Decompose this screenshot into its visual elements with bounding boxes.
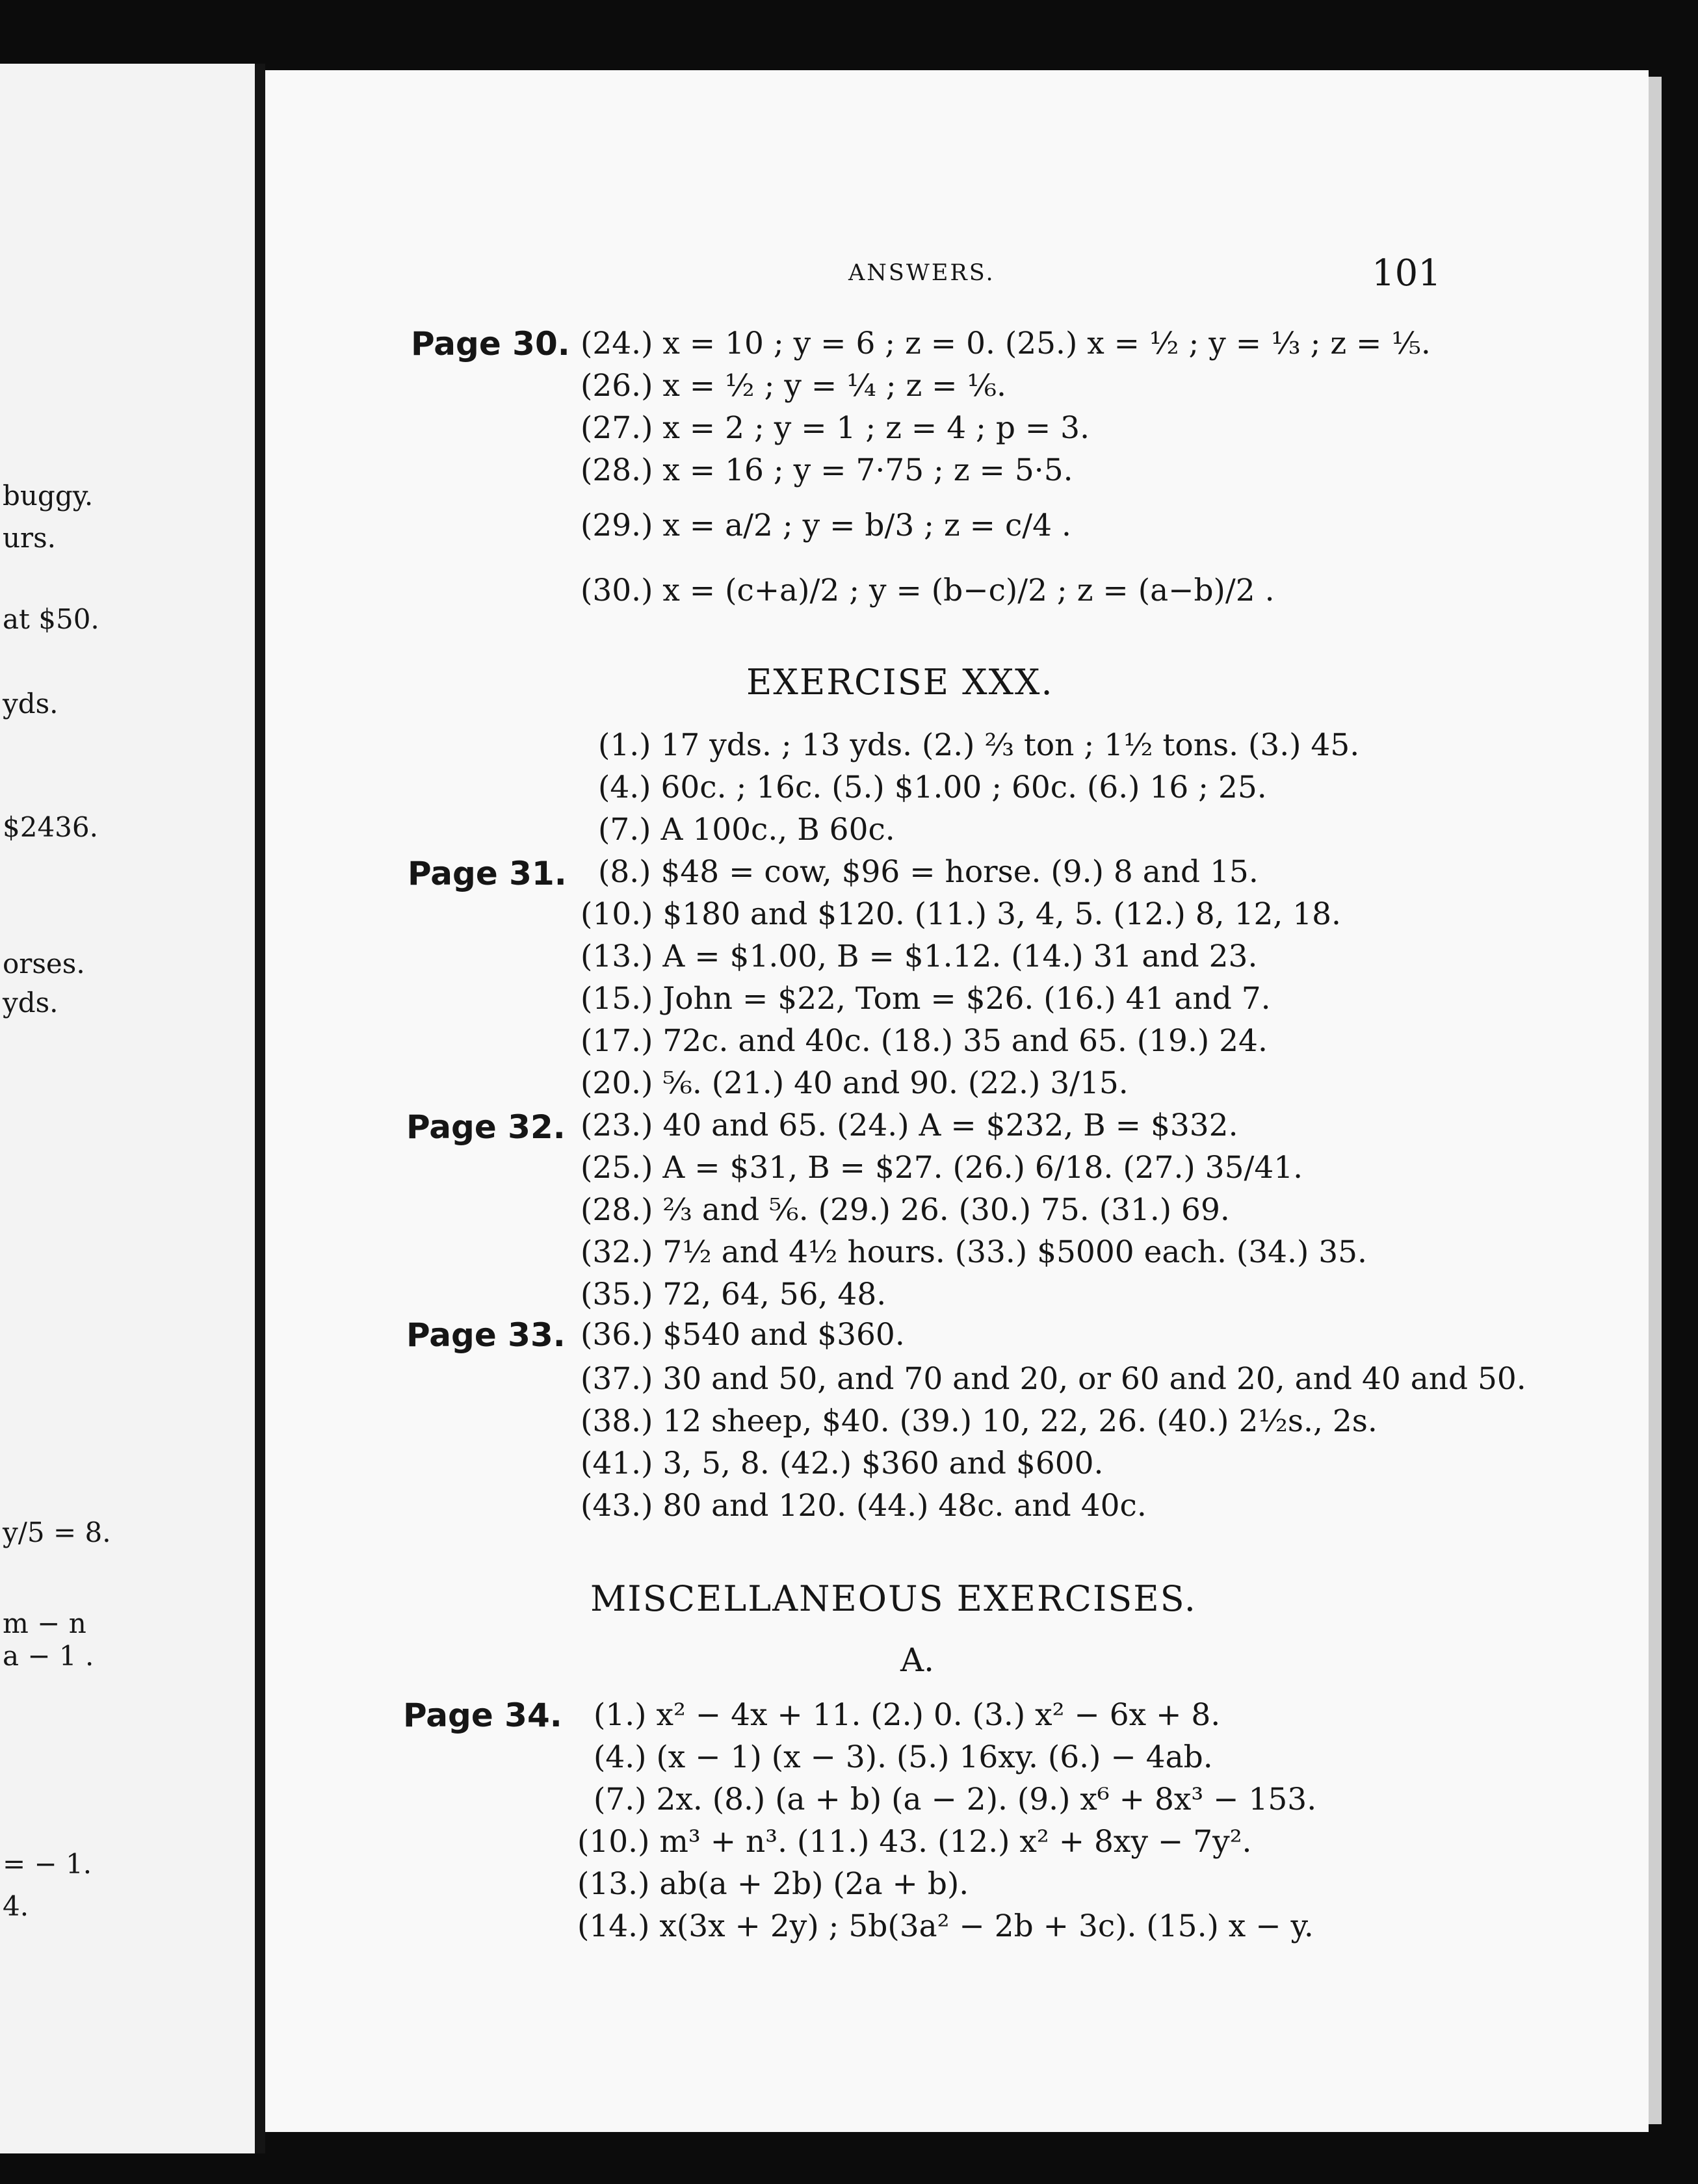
left-fragment: m − n bbox=[3, 1607, 86, 1639]
left-fragment: yds. bbox=[3, 987, 59, 1019]
running-header: ANSWERS. bbox=[848, 260, 995, 286]
exercise-xxx-title: EXERCISE XXX. bbox=[746, 662, 1054, 703]
miscellaneous-title: MISCELLANEOUS EXERCISES. bbox=[590, 1578, 1197, 1619]
answer-line: (13.) A = $1.00, B = $1.12. (14.) 31 and 23. bbox=[581, 939, 1258, 974]
answer-line: (37.) 30 and 50, and 70 and 20, or 60 and 20, and 40 and 50. bbox=[581, 1361, 1526, 1397]
answer-line: (32.) 7½ and 4½ hours. (33.) $5000 each. (34.) 35. bbox=[581, 1234, 1367, 1270]
page-34-label: Page 34. bbox=[403, 1696, 562, 1734]
answer-line: (41.) 3, 5, 8. (42.) $360 and $600. bbox=[581, 1446, 1104, 1481]
answer-line: (23.) 40 and 65. (24.) A = $232, B = $332. bbox=[581, 1108, 1238, 1143]
answer-line: (38.) 12 sheep, $40. (39.) 10, 22, 26. (40.) 2½s., 2s. bbox=[581, 1403, 1378, 1439]
left-fragment: 4. bbox=[3, 1890, 29, 1922]
answer-line: (28.) ⅔ and ⅚. (29.) 26. (30.) 75. (31.) 69. bbox=[581, 1192, 1230, 1228]
answer-line: (28.) x = 16 ; y = 7·75 ; z = 5·5. bbox=[581, 452, 1073, 488]
answer-line: (27.) x = 2 ; y = 1 ; z = 4 ; p = 3. bbox=[581, 410, 1090, 446]
answer-line: (10.) m³ + n³. (11.) 43. (12.) x² + 8xy − 7y². bbox=[577, 1824, 1252, 1860]
left-page-edge bbox=[0, 64, 255, 2153]
answer-line: (4.) 60c. ; 16c. (5.) $1.00 ; 60c. (6.) 16 ; 25. bbox=[598, 770, 1267, 805]
answer-line: (14.) x(3x + 2y) ; 5b(3a² − 2b + 3c). (15.) x − y. bbox=[577, 1908, 1314, 1944]
left-fragment: at $50. bbox=[3, 603, 99, 635]
page-30-label: Page 30. bbox=[411, 325, 570, 363]
answer-line: (1.) x² − 4x + 11. (2.) 0. (3.) x² − 6x + 8. bbox=[594, 1697, 1221, 1733]
answer-line: (24.) x = 10 ; y = 6 ; z = 0. (25.) x = ½ ; y = ⅓ ; z = ⅕. bbox=[581, 326, 1431, 361]
left-fragment: buggy. bbox=[3, 480, 94, 512]
answer-line: (7.) 2x. (8.) (a + b) (a − 2). (9.) x⁶ + 8x³ − 153. bbox=[594, 1782, 1317, 1817]
page-33-label: Page 33. bbox=[406, 1316, 566, 1354]
left-fragment: y/5 = 8. bbox=[3, 1516, 111, 1548]
page-number: 101 bbox=[1372, 252, 1441, 294]
answer-line: (26.) x = ½ ; y = ¼ ; z = ⅙. bbox=[581, 368, 1006, 404]
answer-line: (17.) 72c. and 40c. (18.) 35 and 65. (19.) 24. bbox=[581, 1023, 1268, 1059]
left-fragment: a − 1 . bbox=[3, 1640, 94, 1672]
answer-line: (20.) ⅚. (21.) 40 and 90. (22.) 3/15. bbox=[581, 1065, 1129, 1101]
page-31-label: Page 31. bbox=[408, 855, 567, 892]
left-fragment: yds. bbox=[3, 688, 59, 720]
answer-line: (4.) (x − 1) (x − 3). (5.) 16xy. (6.) − 4ab. bbox=[594, 1739, 1213, 1775]
page-edge bbox=[1649, 77, 1662, 2124]
answer-line: (29.) x = a/2 ; y = b/3 ; z = c/4 . bbox=[581, 508, 1071, 543]
answer-line: (7.) A 100c., B 60c. bbox=[598, 812, 895, 848]
answer-line: (43.) 80 and 120. (44.) 48c. and 40c. bbox=[581, 1488, 1147, 1524]
answer-line: (13.) ab(a + 2b) (2a + b). bbox=[577, 1866, 969, 1902]
answer-line: (8.) $48 = cow, $96 = horse. (9.) 8 and 15. bbox=[598, 854, 1259, 890]
answer-line: (25.) A = $31, B = $27. (26.) 6/18. (27.) 35/41. bbox=[581, 1150, 1303, 1186]
answer-line: (30.) x = (c+a)/2 ; y = (b−c)/2 ; z = (a−b)/2 . bbox=[581, 573, 1275, 608]
answer-line: (15.) John = $22, Tom = $26. (16.) 41 and 7. bbox=[581, 981, 1271, 1017]
answer-line: (36.) $540 and $360. bbox=[581, 1317, 905, 1353]
left-fragment: $2436. bbox=[3, 811, 98, 843]
answer-line: (10.) $180 and $120. (11.) 3, 4, 5. (12.) 8, 12, 18. bbox=[581, 896, 1341, 932]
book-gutter bbox=[255, 64, 265, 2153]
left-fragment: orses. bbox=[3, 948, 85, 980]
left-fragment: urs. bbox=[3, 522, 57, 554]
page-32-label: Page 32. bbox=[406, 1108, 566, 1146]
left-fragment: = − 1. bbox=[3, 1848, 92, 1880]
section-a-title: A. bbox=[900, 1641, 935, 1679]
answer-line: (35.) 72, 64, 56, 48. bbox=[581, 1277, 887, 1312]
answer-line: (1.) 17 yds. ; 13 yds. (2.) ⅔ ton ; 1½ tons. (3.) 45. bbox=[598, 727, 1360, 763]
